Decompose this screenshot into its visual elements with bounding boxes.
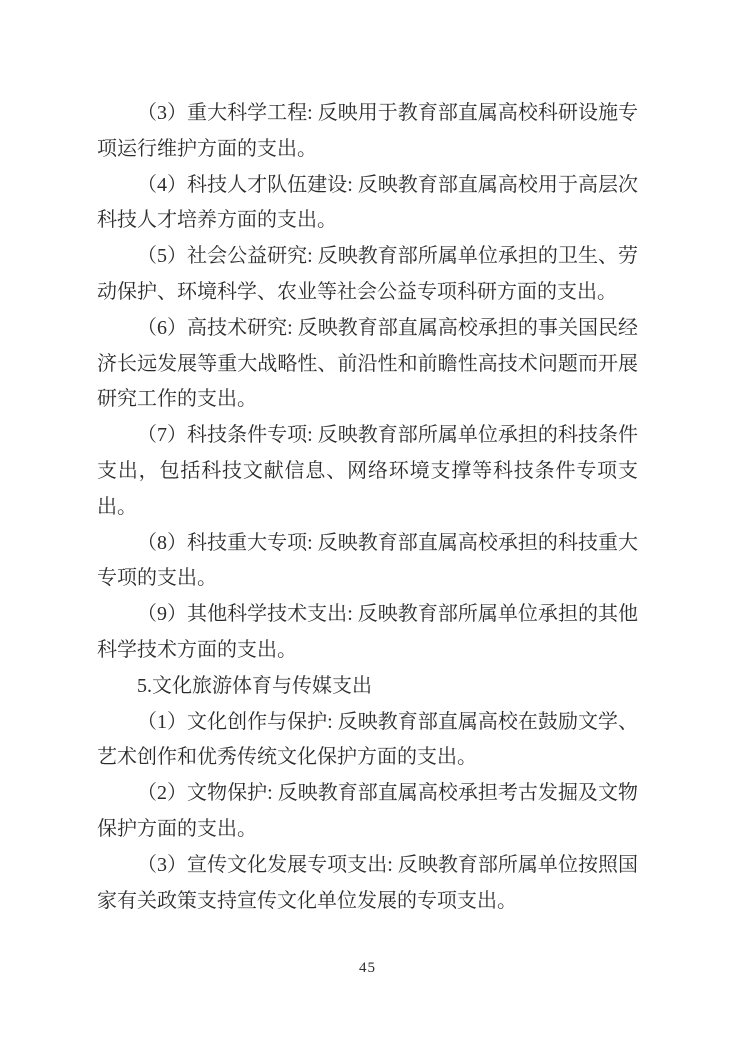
paragraph: （9）其他科学技术支出: 反映教育部所属单位承担的其他科学技术方面的支出。 (97, 603, 638, 661)
paragraph: （4）科技人才队伍建设: 反映教育部直属高校用于高层次科技人才培养方面的支出。 (97, 173, 638, 232)
document-body (97, 96, 638, 919)
paragraph: （1）文化创作与保护: 反映教育部直属高校在鼓励文学、艺术创作和优秀传统文化保护方面的支出。 (97, 710, 638, 769)
paragraph: （3）重大科学工程: 反映用于教育部直属高校科研设施专项运行维护方面的支出。 (97, 102, 638, 160)
section-heading: 5.文化旅游体育与传媒支出 (137, 674, 372, 697)
paragraph: （6）高技术研究: 反映教育部直属高校承担的事关国民经济长远发展等重大战略性、前沿性和前瞻性高技术问题而开展研究工作的支出。 (97, 316, 638, 411)
paragraph: （8）科技重大专项: 反映教育部直属高校承担的科技重大专项的支出。 (97, 531, 638, 590)
paragraph: （2）文物保护: 反映教育部直属高校承担考古发掘及文物保护方面的支出。 (97, 782, 638, 840)
paragraph: （7）科技条件专项: 反映教育部所属单位承担的科技条件支出，包括科技文献信息、网络环境支撑等科技条件专项支出。 (97, 424, 638, 518)
page-footer (97, 958, 638, 978)
page-number: 45 (359, 960, 376, 977)
paragraph: （3）宣传文化发展专项支出: 反映教育部所属单位按照国家有关政策支持宣传文化单位发展的专项支出。 (97, 853, 638, 912)
paragraph: （5）社会公益研究: 反映教育部所属单位承担的卫生、劳动保护、环境科学、农业等社会公益专项科研方面的支出。 (97, 245, 638, 303)
